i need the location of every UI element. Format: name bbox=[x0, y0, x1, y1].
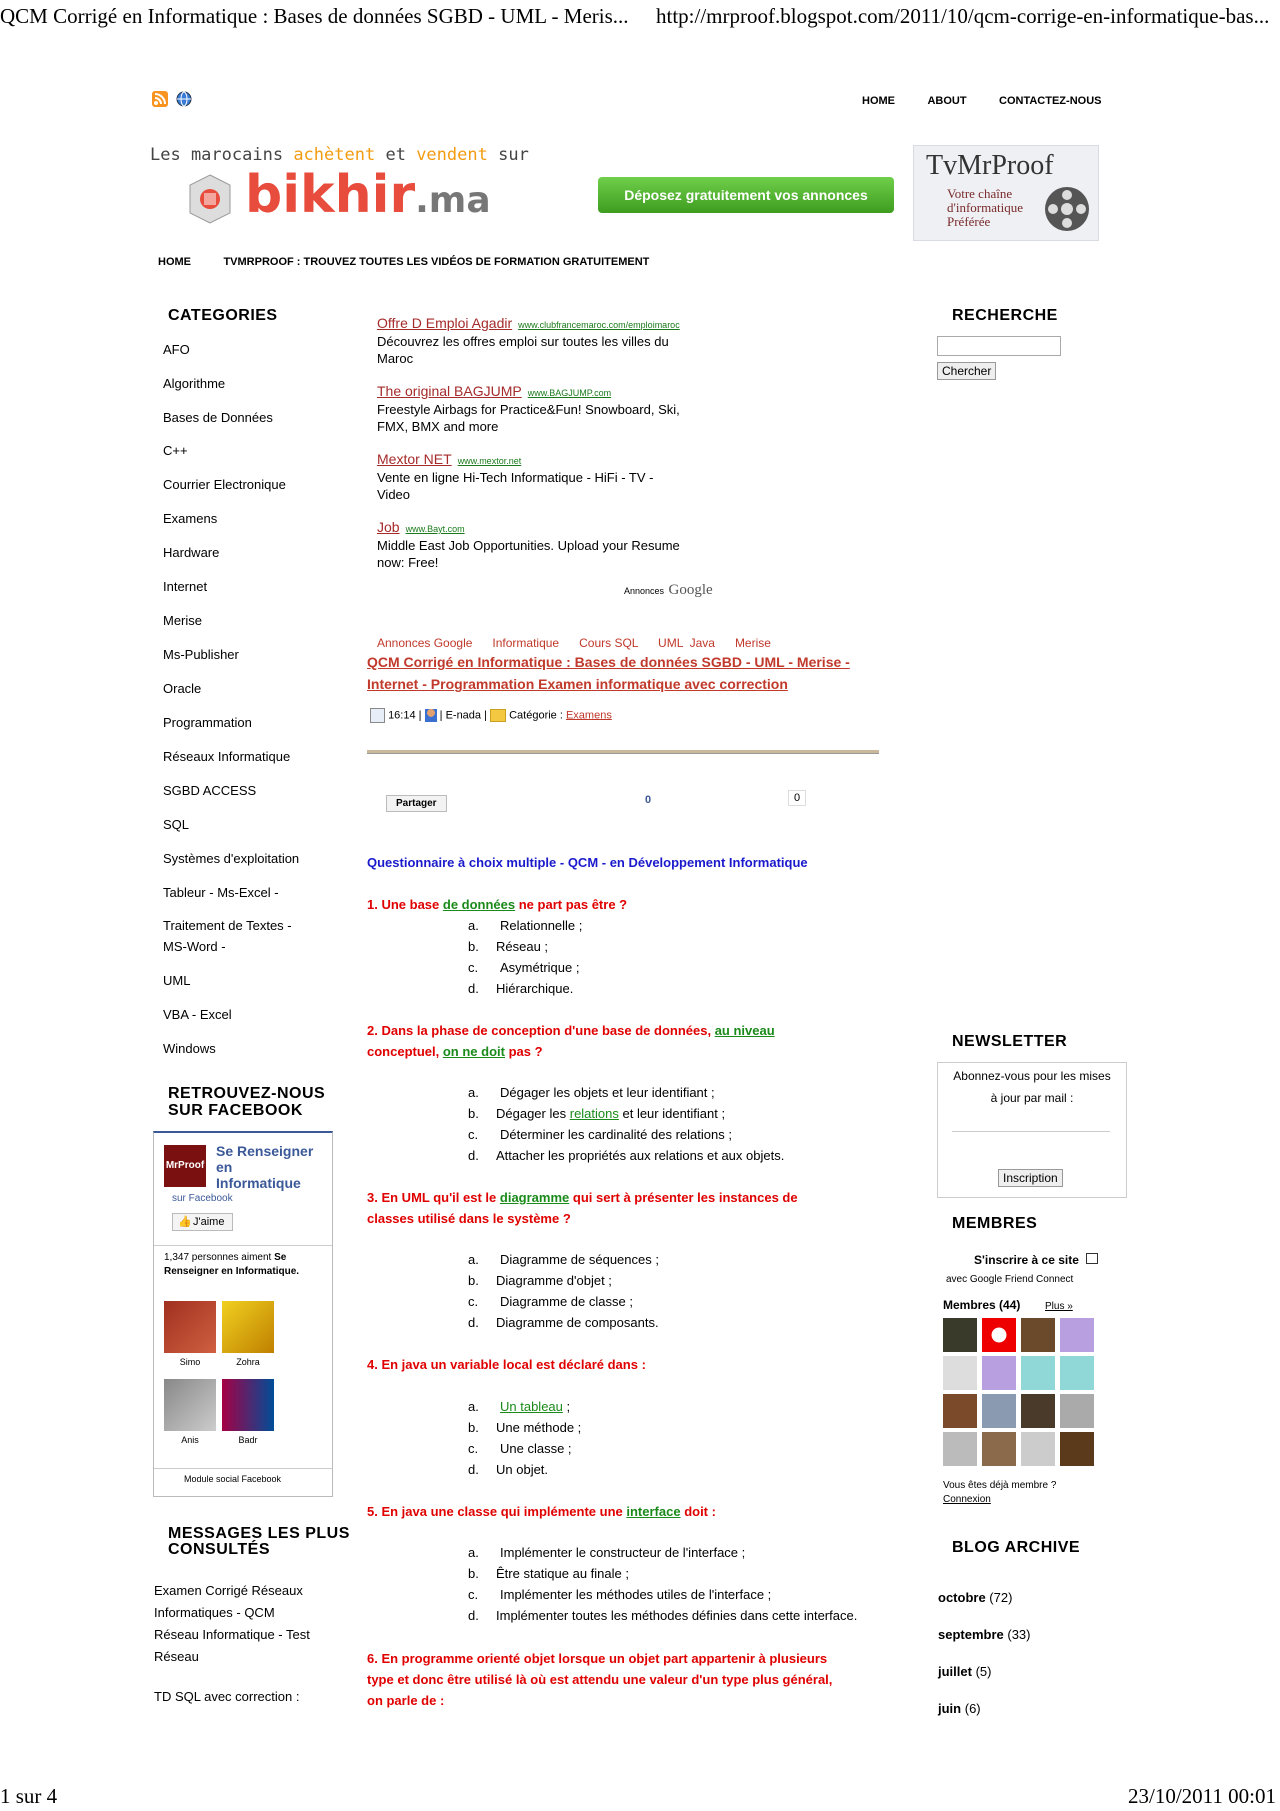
ad-item[interactable] bbox=[377, 315, 717, 367]
members-title: MEMBRES bbox=[952, 1215, 1038, 1232]
answer-link[interactable]: Un tableau bbox=[500, 1399, 563, 1414]
q3-link[interactable]: diagramme bbox=[499, 1190, 570, 1205]
search-button[interactable]: Chercher bbox=[937, 362, 996, 380]
question-2 bbox=[367, 1020, 912, 1062]
popular-post-link[interactable]: TD SQL avec correction : bbox=[154, 1689, 300, 1704]
category-link[interactable]: Ms-Publisher bbox=[163, 647, 239, 662]
bikhir-logo-icon bbox=[188, 173, 232, 230]
ad-desc: Découvrez les offres emploi sur toutes les villes du bbox=[377, 334, 669, 349]
cut-link-bar[interactable]: Annonces Google Informatique Cours SQL UML Java Merise bbox=[377, 636, 771, 650]
folder-icon bbox=[490, 709, 506, 722]
post-category-link[interactable]: Examens bbox=[565, 709, 612, 722]
banner-tagline-3: et bbox=[385, 145, 406, 165]
archive-count: (5) bbox=[975, 1664, 992, 1679]
answer-option: Implémenter toutes les méthodes définies dans cette interface. bbox=[496, 1608, 858, 1623]
bikhir-brand: bikhir bbox=[245, 165, 416, 225]
answer-option: Asymétrique ; bbox=[500, 960, 580, 975]
answer-letter: b. bbox=[468, 1106, 479, 1121]
newsletter-title: NEWSLETTER bbox=[952, 1033, 1068, 1050]
popular-post-link[interactable]: Informatiques - QCM bbox=[154, 1605, 275, 1620]
answer-link[interactable]: relations bbox=[569, 1106, 619, 1121]
answer-option: Relationnelle ; bbox=[500, 918, 583, 933]
answer-option: Dégager les bbox=[496, 1106, 567, 1121]
fb-like-label: J'aime bbox=[193, 1216, 225, 1228]
category-link[interactable]: Hardware bbox=[163, 545, 220, 560]
share-button[interactable]: Partager bbox=[386, 795, 447, 812]
tv-banner-sub2: d'informatique bbox=[947, 200, 1023, 215]
gfc-join[interactable] bbox=[974, 1253, 1098, 1267]
category-link[interactable]: SQL bbox=[163, 817, 190, 832]
category-link[interactable]: C++ bbox=[163, 443, 188, 458]
answer-letter: a. bbox=[468, 1252, 479, 1267]
member-avatar[interactable] bbox=[1021, 1432, 1055, 1466]
member-avatar[interactable] bbox=[982, 1394, 1016, 1428]
ad-title[interactable]: Job bbox=[377, 519, 400, 535]
member-avatar[interactable] bbox=[943, 1394, 977, 1428]
secondary-nav bbox=[158, 252, 649, 270]
category-label: Catégorie : bbox=[509, 709, 563, 722]
fb-likes-count bbox=[164, 1251, 324, 1279]
banner-tagline-2: achètent bbox=[293, 145, 376, 165]
answer-suffix: ; bbox=[562, 1399, 571, 1414]
category-link[interactable]: Courrier Electronique bbox=[163, 477, 286, 492]
answer-option: Implémenter le constructeur de l'interface ; bbox=[500, 1545, 746, 1560]
category-link[interactable]: SGBD ACCESS bbox=[163, 783, 257, 798]
member-avatar[interactable] bbox=[1021, 1318, 1055, 1352]
question-4: 4. En java un variable local est déclaré dans : bbox=[367, 1357, 646, 1372]
answer-option: Diagramme d'objet ; bbox=[496, 1273, 612, 1288]
member-avatar-grid bbox=[943, 1318, 1097, 1466]
member-avatar[interactable] bbox=[1060, 1394, 1094, 1428]
annonces-label: Annonces bbox=[624, 586, 665, 596]
facebook-page-name[interactable] bbox=[216, 1143, 313, 1191]
fan-name[interactable]: Badr bbox=[238, 1435, 258, 1445]
ad-desc: now: Free! bbox=[377, 555, 439, 570]
fb-count-name3: Informatique. bbox=[235, 1266, 300, 1277]
answer-letter: d. bbox=[468, 1315, 479, 1330]
google-ads-label[interactable] bbox=[624, 581, 713, 599]
members-more-link[interactable]: Plus » bbox=[1045, 1301, 1073, 1312]
facebook-page-avatar[interactable]: MrProof bbox=[164, 1145, 206, 1187]
q4-answers bbox=[468, 1396, 581, 1480]
category-link[interactable]: VBA - Excel bbox=[163, 1007, 232, 1022]
bikhir-banner[interactable] bbox=[150, 145, 590, 237]
categories-title: CATEGORIES bbox=[168, 307, 278, 324]
category-link[interactable]: Traitement de Textes - bbox=[163, 918, 292, 933]
archive-count: (72) bbox=[989, 1590, 1013, 1605]
answer-option: Un objet. bbox=[496, 1462, 549, 1477]
popular-post-link[interactable]: Réseau Informatique - Test bbox=[154, 1627, 310, 1642]
ad-item[interactable] bbox=[377, 383, 717, 435]
member-avatar[interactable] bbox=[982, 1318, 1016, 1352]
archive-month-link[interactable]: octobre bbox=[938, 1590, 986, 1605]
newsletter-separator bbox=[952, 1131, 1110, 1132]
top-nav bbox=[862, 91, 1101, 109]
popular-post-link[interactable]: Examen Corrigé Réseaux bbox=[154, 1583, 303, 1598]
category-link[interactable]: Merise bbox=[163, 613, 203, 628]
calendar-icon bbox=[370, 708, 385, 723]
search-title: RECHERCHE bbox=[952, 307, 1058, 324]
answer-letter: a. bbox=[468, 1545, 479, 1560]
answer-letter: b. bbox=[468, 1420, 479, 1435]
category-link[interactable]: UML bbox=[163, 973, 191, 988]
member-avatar[interactable] bbox=[1021, 1356, 1055, 1390]
fb-page-line2: en bbox=[216, 1159, 233, 1175]
fan-avatar[interactable] bbox=[222, 1379, 274, 1431]
facebook-like-box bbox=[153, 1131, 333, 1497]
answer-option: Déterminer les cardinalité des relations ; bbox=[500, 1127, 732, 1142]
bikhir-tld: .ma bbox=[415, 180, 491, 221]
answer-letter: a. bbox=[468, 1085, 479, 1100]
ad-desc: Vente en ligne Hi-Tech Informatique - HiFi - TV - bbox=[377, 470, 654, 485]
post-title-line1: QCM Corrigé en Informatique : Bases de données SGBD - UML - Merise - bbox=[367, 654, 850, 670]
q5-answers bbox=[468, 1542, 857, 1626]
archive-month-link[interactable]: juin bbox=[938, 1701, 962, 1716]
category-link[interactable]: Oracle bbox=[163, 681, 202, 696]
answer-option: Attacher les propriétés aux relations et aux objets. bbox=[496, 1148, 785, 1163]
tv-banner-sub3: Préférée bbox=[947, 214, 991, 229]
ad-title[interactable]: Mextor NET bbox=[377, 451, 452, 467]
answer-letter: c. bbox=[468, 1441, 479, 1456]
member-avatar[interactable] bbox=[1021, 1394, 1055, 1428]
print-page-counter: 1 sur 4 bbox=[0, 1784, 58, 1808]
facebook-title bbox=[168, 1085, 325, 1119]
fb-footer-separator bbox=[154, 1468, 332, 1469]
newsletter-box bbox=[937, 1062, 1127, 1198]
ad-url[interactable]: www.mextor.net bbox=[457, 456, 522, 466]
q2-text-mid: conceptuel, bbox=[367, 1044, 443, 1059]
post-title[interactable] bbox=[367, 651, 850, 695]
post-meta: 16:14 | | E-nada | Catégorie : Examens bbox=[370, 708, 612, 723]
member-avatar[interactable] bbox=[982, 1432, 1016, 1466]
answer-letter: d. bbox=[468, 1148, 479, 1163]
print-page-title: QCM Corrigé en Informatique : Bases de données SGBD - UML - Meris... bbox=[0, 4, 629, 28]
ad-title[interactable]: The original BAGJUMP bbox=[377, 383, 522, 399]
facebook-title-line1: RETROUVEZ-NOUS bbox=[168, 1085, 326, 1102]
fb-sur-facebook[interactable]: sur Facebook bbox=[172, 1193, 233, 1204]
member-avatar[interactable] bbox=[1060, 1356, 1094, 1390]
answer-option: Une classe ; bbox=[500, 1441, 572, 1456]
banner-tagline-4: vendent bbox=[416, 145, 488, 165]
print-datetime: 23/10/2011 00:01 bbox=[1128, 1784, 1276, 1808]
q3-text: 3. En UML qu'il est le bbox=[367, 1190, 500, 1205]
secondary-nav-home[interactable]: HOME bbox=[158, 256, 191, 268]
answer-letter: d. bbox=[468, 981, 479, 996]
answer-option-end: et leur identifiant ; bbox=[618, 1106, 726, 1121]
fb-page-line1: Se Renseigner bbox=[216, 1143, 314, 1159]
answer-letter: b. bbox=[468, 1273, 479, 1288]
category-link[interactable]: Examens bbox=[163, 511, 218, 526]
members-footer bbox=[943, 1479, 1056, 1507]
tv-banner-sub1: Votre chaîne bbox=[947, 186, 1013, 201]
top-nav-about[interactable]: ABOUT bbox=[927, 95, 967, 107]
answer-option: Une méthode ; bbox=[496, 1420, 582, 1435]
archive-month-link[interactable]: septembre bbox=[938, 1627, 1004, 1642]
popular-title bbox=[168, 1526, 350, 1558]
category-link[interactable]: Windows bbox=[163, 1041, 216, 1056]
answer-option: Hiérarchique. bbox=[496, 981, 574, 996]
answer-letter: b. bbox=[468, 939, 479, 954]
answer-letter: c. bbox=[468, 960, 479, 975]
gfc-with: avec Google Friend Connect bbox=[946, 1274, 1074, 1285]
members-count: Membres (44) bbox=[943, 1298, 1021, 1312]
answer-letter: a. bbox=[468, 1399, 479, 1414]
q1-link[interactable]: de données bbox=[442, 897, 516, 912]
q3-text-end: qui sert à présenter les instances de bbox=[569, 1190, 798, 1205]
fan-name[interactable]: Simo bbox=[179, 1357, 201, 1367]
archive-list bbox=[938, 1579, 1031, 1727]
answer-letter: c. bbox=[468, 1587, 479, 1602]
popular-title-line2: CONSULTÉS bbox=[168, 1541, 270, 1558]
fb-count-name1: Se bbox=[274, 1252, 287, 1263]
q6-line3: on parle de : bbox=[367, 1693, 445, 1708]
ad-item[interactable] bbox=[377, 451, 717, 503]
answer-letter: b. bbox=[468, 1566, 479, 1581]
post-title-line2: Internet - Programmation Examen informatique avec correction bbox=[367, 676, 788, 692]
answer-option: Diagramme de composants. bbox=[496, 1315, 659, 1330]
members-login-link[interactable]: Connexion bbox=[943, 1494, 991, 1505]
gfc-join-text: S'inscrire à ce site bbox=[974, 1253, 1079, 1267]
category-link[interactable]: Réseaux Informatique bbox=[163, 749, 291, 764]
popular-post-link[interactable]: Réseau bbox=[154, 1649, 199, 1664]
thumbs-up-icon: 👍 bbox=[178, 1216, 192, 1228]
q3-text-line2: classes utilisé dans le système ? bbox=[367, 1211, 571, 1226]
fb-like-button[interactable] bbox=[172, 1213, 233, 1231]
share-counter-1: 0 bbox=[645, 794, 652, 806]
q2-answers bbox=[468, 1082, 784, 1166]
fan-avatar[interactable] bbox=[164, 1379, 216, 1431]
question-1 bbox=[367, 894, 912, 915]
fan-avatar[interactable] bbox=[222, 1301, 274, 1353]
question-3 bbox=[367, 1187, 912, 1229]
q1-text: 1. Une base bbox=[367, 897, 443, 912]
archive-count: (33) bbox=[1007, 1627, 1031, 1642]
popout-icon bbox=[1086, 1253, 1098, 1264]
member-avatar[interactable] bbox=[943, 1432, 977, 1466]
newsletter-text-1: Abonnez-vous pour les mises bbox=[953, 1069, 1111, 1083]
answer-option: Être statique au finale ; bbox=[496, 1566, 629, 1581]
category-link[interactable]: AFO bbox=[163, 342, 190, 357]
ad-title[interactable]: Offre D Emploi Agadir bbox=[377, 315, 513, 331]
post-time: 16:14 bbox=[388, 709, 416, 722]
fan-avatar[interactable] bbox=[164, 1301, 216, 1353]
fan-name[interactable]: Zohra bbox=[236, 1357, 260, 1367]
members-already: Vous êtes déjà membre ? bbox=[943, 1480, 1057, 1491]
answer-letter: c. bbox=[468, 1294, 479, 1309]
answer-option: Implémenter les méthodes utiles de l'interface ; bbox=[500, 1587, 772, 1602]
popular-list bbox=[154, 1580, 344, 1708]
q6-line2: type et donc être utilisé là où est attendu une valeur d'un type plus général, bbox=[367, 1672, 833, 1687]
member-avatar[interactable] bbox=[982, 1356, 1016, 1390]
facebook-title-line2: SUR FACEBOOK bbox=[168, 1102, 303, 1119]
tv-banner-title: TvMrProof bbox=[926, 150, 1054, 181]
archive-title: BLOG ARCHIVE bbox=[952, 1539, 1081, 1556]
answer-option: Dégager les objets et leur identifiant ; bbox=[500, 1085, 715, 1100]
ad-desc: Freestyle Airbags for Practice&Fun! Snowboard, Ski, bbox=[377, 402, 680, 417]
ad-desc: Maroc bbox=[377, 351, 414, 366]
fan-name[interactable]: Anis bbox=[181, 1435, 199, 1445]
q5-text: 5. En java une classe qui implémente une bbox=[367, 1504, 627, 1519]
q5-text-end: doit : bbox=[680, 1504, 716, 1519]
user-icon bbox=[425, 709, 437, 722]
archive-month-link[interactable]: juillet bbox=[938, 1664, 972, 1679]
film-reel-icon bbox=[1042, 184, 1092, 239]
answer-letter: c. bbox=[468, 1127, 479, 1142]
top-nav-contact[interactable]: CONTACTEZ-NOUS bbox=[999, 95, 1102, 107]
category-link[interactable]: Systèmes d'exploitation bbox=[163, 851, 300, 866]
q5-link[interactable]: interface bbox=[626, 1504, 681, 1519]
fb-page-line3: Informatique bbox=[216, 1175, 301, 1191]
q1-text-end: ne part pas être ? bbox=[515, 897, 628, 912]
banner-tagline-5: sur bbox=[498, 145, 529, 165]
ad-desc: Video bbox=[377, 487, 411, 502]
fb-count-name2: Renseigner en bbox=[164, 1266, 233, 1277]
fb-footer[interactable]: Module social Facebook bbox=[184, 1474, 282, 1484]
ad-desc: FMX, BMX and more bbox=[377, 419, 499, 434]
member-avatar[interactable] bbox=[1060, 1432, 1094, 1466]
fb-separator bbox=[154, 1245, 332, 1246]
q2-link[interactable]: au niveau bbox=[714, 1023, 775, 1038]
globe-icon[interactable] bbox=[176, 91, 192, 112]
category-link[interactable]: Internet bbox=[163, 579, 208, 594]
search-input[interactable] bbox=[937, 336, 1061, 356]
member-avatar[interactable] bbox=[1060, 1318, 1094, 1352]
q3-answers bbox=[468, 1249, 659, 1333]
newsletter-subscribe-button[interactable]: Inscription bbox=[998, 1169, 1063, 1187]
tvmrproof-banner[interactable] bbox=[913, 145, 1099, 241]
question-6 bbox=[367, 1648, 912, 1711]
secondary-nav-tvmrproof[interactable]: TVMRPROOF : TROUVEZ TOUTES LES VIDÉOS DE FORMATION GRATUITEMENT bbox=[223, 256, 650, 268]
question-5 bbox=[367, 1501, 912, 1522]
category-link[interactable]: MS-Word - bbox=[163, 939, 226, 954]
banner-tagline-1: Les marocains bbox=[150, 145, 284, 165]
print-page-url: http://mrproof.blogspot.com/2011/10/qcm-corrige-en-informatique-bas... bbox=[656, 4, 1270, 28]
ad-url[interactable]: www.clubfrancemaroc.com/emploimaroc bbox=[518, 320, 680, 330]
rss-icon[interactable] bbox=[152, 91, 168, 112]
share-counter-2: 0 bbox=[788, 790, 806, 806]
answer-letter: a. bbox=[468, 918, 479, 933]
top-nav-home[interactable]: HOME bbox=[862, 95, 895, 107]
ad-desc: Middle East Job Opportunities. Upload your Resume bbox=[377, 538, 680, 553]
answer-letter: d. bbox=[468, 1462, 479, 1477]
category-link[interactable]: Tableur - Ms-Excel - bbox=[163, 885, 279, 900]
newsletter-text-2: à jour par mail : bbox=[990, 1091, 1074, 1105]
answer-letter: d. bbox=[468, 1608, 479, 1623]
q6-line1: 6. En programme orienté objet lorsque un objet part appartenir à plusieurs bbox=[367, 1651, 828, 1666]
qcm-intro: Questionnaire à choix multiple - QCM - en Développement Informatique bbox=[367, 855, 808, 870]
category-link[interactable]: Algorithme bbox=[163, 376, 226, 391]
category-link[interactable]: Bases de Données bbox=[163, 410, 273, 425]
ad-item[interactable] bbox=[377, 519, 717, 571]
answer-option: Réseau ; bbox=[496, 939, 549, 954]
answer-option: Diagramme de classe ; bbox=[500, 1294, 633, 1309]
ad-url[interactable]: www.Bayt.com bbox=[405, 524, 465, 534]
member-avatar[interactable] bbox=[943, 1318, 977, 1352]
q2-link-2[interactable]: on ne doit bbox=[442, 1044, 505, 1059]
member-avatar[interactable] bbox=[943, 1356, 977, 1390]
category-link[interactable]: Programmation bbox=[163, 715, 252, 730]
google-label: Google bbox=[668, 582, 713, 598]
fb-count-text: 1,347 personnes aiment bbox=[164, 1252, 272, 1263]
post-divider bbox=[367, 750, 879, 754]
ad-url[interactable]: www.BAGJUMP.com bbox=[527, 388, 612, 398]
popular-title-line1: MESSAGES LES PLUS bbox=[168, 1525, 350, 1542]
answer-option: Diagramme de séquences ; bbox=[500, 1252, 659, 1267]
q2-text: 2. Dans la phase de conception d'une base de données, bbox=[367, 1023, 715, 1038]
q1-answers bbox=[468, 915, 582, 999]
q2-text-end: pas ? bbox=[504, 1044, 543, 1059]
post-free-ads-button[interactable]: Déposez gratuitement vos annonces bbox=[598, 177, 894, 213]
archive-count: (6) bbox=[964, 1701, 981, 1716]
post-author[interactable]: E-nada bbox=[445, 709, 482, 722]
